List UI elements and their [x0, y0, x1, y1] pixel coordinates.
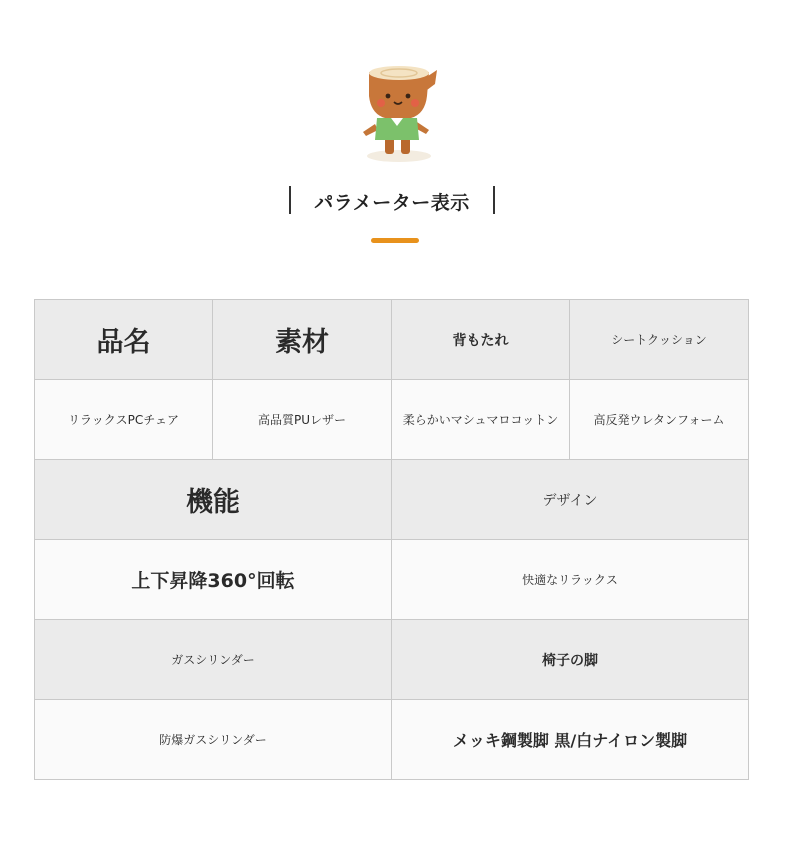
table-cell: 素材	[213, 300, 392, 380]
table-cell: リラックスPCチェア	[35, 380, 213, 460]
table-cell: 上下昇降360°回転	[35, 540, 392, 620]
table-row	[35, 700, 749, 780]
tree-stump-mascot-icon	[355, 62, 439, 166]
table-row	[35, 460, 749, 540]
table-cell: 柔らかいマシュマロコットン	[392, 380, 570, 460]
table-cell: 高品質PUレザー	[213, 380, 392, 460]
table-cell: 防爆ガスシリンダー	[35, 700, 392, 780]
table-cell: 快適なリラックス	[392, 540, 749, 620]
table-row	[35, 380, 749, 460]
table-cell: 高反発ウレタンフォーム	[570, 380, 749, 460]
table-cell: メッキ鋼製脚 黒/白ナイロン製脚	[392, 700, 749, 780]
table-cell: デザイン	[392, 460, 749, 540]
table-row	[35, 620, 749, 700]
heading-right-bar	[493, 186, 495, 214]
heading-title: パラメーター表示	[314, 192, 470, 214]
heading-underline	[371, 238, 419, 243]
table-cell: 椅子の脚	[392, 620, 749, 700]
table-cell: 品名	[35, 300, 213, 380]
parameter-table	[34, 299, 749, 780]
table-row	[35, 540, 749, 620]
table-cell: 機能	[35, 460, 392, 540]
section-heading	[287, 183, 497, 217]
table-cell: シートクッション	[570, 300, 749, 380]
table-row	[35, 300, 749, 380]
table-cell: 背もたれ	[392, 300, 570, 380]
table-cell: ガスシリンダー	[35, 620, 392, 700]
